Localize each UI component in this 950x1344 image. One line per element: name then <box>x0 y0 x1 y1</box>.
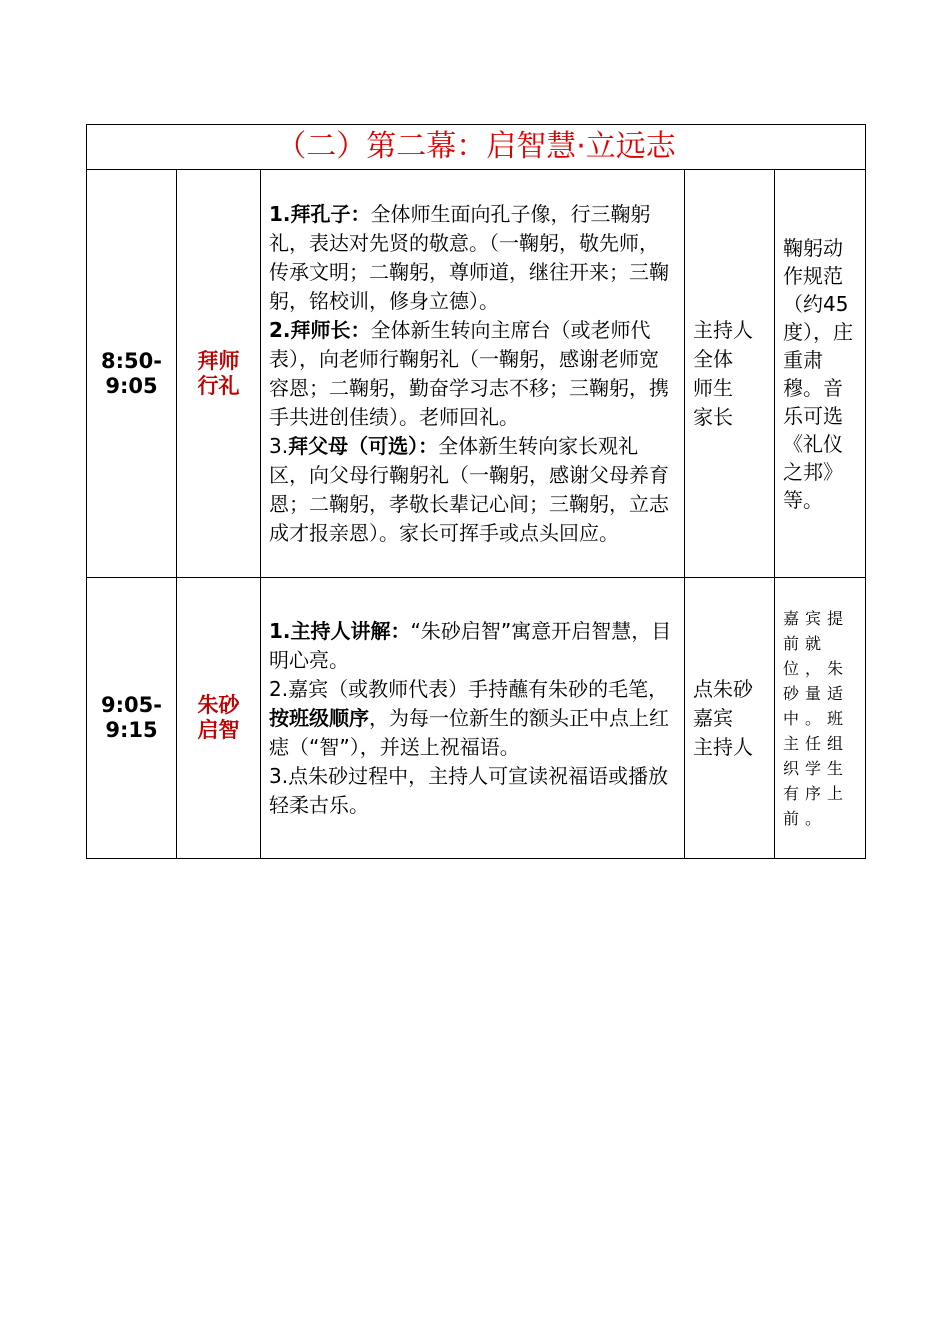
item-name-line1: 朱砂 <box>197 693 240 717</box>
step-separator: ： <box>350 201 371 226</box>
participant: 全体 <box>693 346 733 371</box>
item-name-line2: 启智 <box>197 718 240 742</box>
item-cell <box>177 170 261 578</box>
step-number: 3. <box>269 433 289 458</box>
step-text: 全体新生转向主席台（或老师代表），向老师行鞠躬礼（一鞠躬，感谢老师宽容恩；二鞠躬，勤奋学习志不移；三鞠躬，携手共进创佳绩）。老师回礼。 <box>269 317 669 429</box>
table-title-row <box>87 125 866 170</box>
time-cell <box>87 170 177 578</box>
step-text: 全体师生面向孔子像，行三鞠躬礼，表达对先贤的敬意。（一鞠躬，敬先师，传承文明；二鞠躬，尊师道，继往开来；三鞠躬，铭校训，修身立德）。 <box>269 201 669 313</box>
item-name-line1: 拜师 <box>197 348 240 373</box>
step-text: “朱砂启智”寓意开启智慧，目明心亮。 <box>269 618 672 672</box>
time-start: 9:05- <box>101 693 162 717</box>
participant: 家长 <box>693 404 733 429</box>
step-text: 全体新生转向家长观礼区，向父母行鞠躬礼（一鞠躬，感谢父母养育恩；二鞠躬，孝敬长辈记心间；三鞠躬，立志成才报亲恩）。家长可挥手或点头回应。 <box>269 433 669 545</box>
notes-cell: 嘉宾提前就位，朱砂量适中。班主任组织学生有序上前。 <box>775 578 866 859</box>
step-paragraph <box>269 617 678 675</box>
step-text: 2.嘉宾（或教师代表）手持蘸有朱砂的毛笔， <box>269 676 669 701</box>
notes-cell: 鞠躬动作规范（约45度），庄重肃穆。音乐可选《礼仪之邦》等。 <box>775 170 866 578</box>
participant: 嘉宾 <box>693 705 733 730</box>
participant: 主持人 <box>693 734 753 759</box>
content-cell <box>261 170 685 578</box>
step-separator: ： <box>350 317 371 342</box>
step-heading: 1.主持人讲解 <box>269 618 391 643</box>
step-paragraph <box>269 675 678 762</box>
participant: 师生 <box>693 375 733 400</box>
time-end: 9:05 <box>105 373 158 398</box>
step-separator: ： <box>418 433 439 458</box>
step-paragraph: 3.点朱砂过程中，主持人可宣读祝福语或播放轻柔古乐。 <box>269 763 669 817</box>
time-start: 8:50- <box>101 348 162 373</box>
time-end: 9:15 <box>105 718 158 742</box>
step-paragraph <box>269 432 678 548</box>
time-cell <box>87 578 177 859</box>
step-paragraph <box>269 200 678 316</box>
participants-cell <box>685 170 775 578</box>
step-text: ，为每一位新生的额头正中点上红痣（“智”），并送上祝福语。 <box>269 705 669 759</box>
step-heading: 拜父母（可选） <box>288 433 419 458</box>
content-cell <box>261 578 685 859</box>
participant: 点朱砂 <box>693 676 753 701</box>
item-name-line2: 行礼 <box>197 373 240 398</box>
step-paragraph <box>269 316 678 432</box>
participants-cell <box>685 578 775 859</box>
table-row <box>87 578 866 859</box>
participant: 主持人 <box>693 317 753 342</box>
step-emphasis: 按班级顺序 <box>269 705 369 730</box>
ceremony-schedule-table <box>86 124 866 859</box>
step-separator: ： <box>390 618 411 643</box>
step-heading: 2.拜师长 <box>269 317 351 342</box>
table-row <box>87 170 866 578</box>
item-cell <box>177 578 261 859</box>
step-heading: 1.拜孔子 <box>269 201 351 226</box>
section-title: （二）第二幕：启智慧·立远志 <box>87 125 866 170</box>
